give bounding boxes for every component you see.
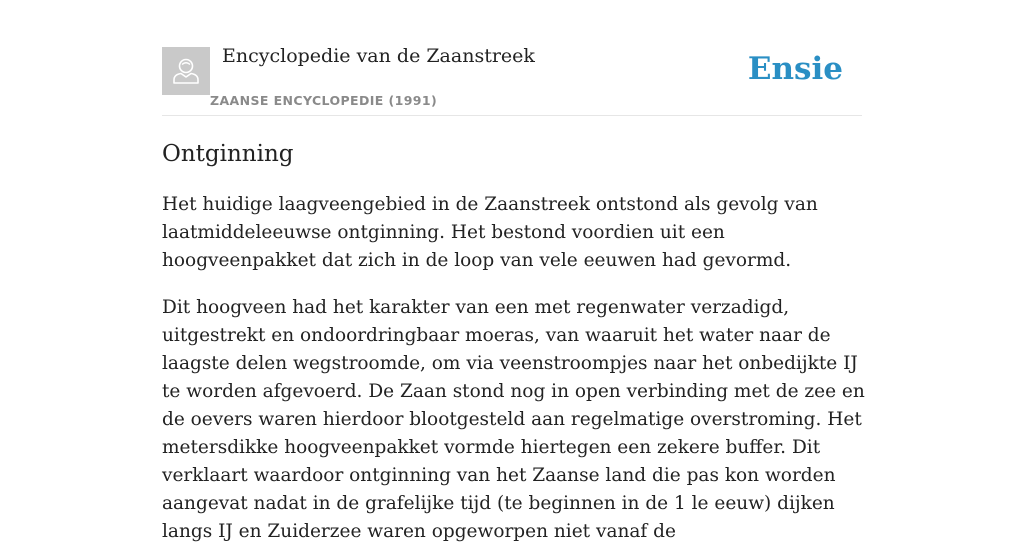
source-title[interactable]: Encyclopedie van de Zaanstreek xyxy=(222,45,535,67)
source-subtitle[interactable]: ZAANSE ENCYCLOPEDIE (1991) xyxy=(210,93,438,108)
avatar[interactable] xyxy=(162,47,210,95)
user-icon xyxy=(162,47,210,95)
brand-logo[interactable]: Ensie xyxy=(747,51,843,87)
source-header xyxy=(162,0,862,116)
article-paragraph: Dit hoogveen had het karakter van een met regenwater verzadigd, uitgestrekt en ondoordringbaar moeras, van waaruit het water naar de laagste delen wegstroomde, om via veenstroompjes naar het onbedijkte IJ te worden afgevoerd. De Zaan stond nog in open verbinding met de zee en de oevers waren hierdoor blootgesteld aan regelmatige overstroming. Het metersdikke hoogveenpakket vormde hiertegen een zekere buffer. Dit verklaart waardoor ontginning van het Zaanse land die pas kon worden aangevat nadat in de grafelijke tijd (te beginnen in de 1 le eeuw) dijken langs IJ en Zuiderzee waren opgeworpen niet vanaf de xyxy=(162,297,865,542)
article-paragraph: Het huidige laagveengebied in de Zaanstreek ontstond als gevolg van laatmiddeleeuwse ontginning. Het bestond voordien uit een hoogveenpakket dat zich in de loop van vele eeuwen had gevormd. xyxy=(162,194,818,271)
article xyxy=(162,138,866,546)
article-title: Ontginning xyxy=(162,141,294,167)
